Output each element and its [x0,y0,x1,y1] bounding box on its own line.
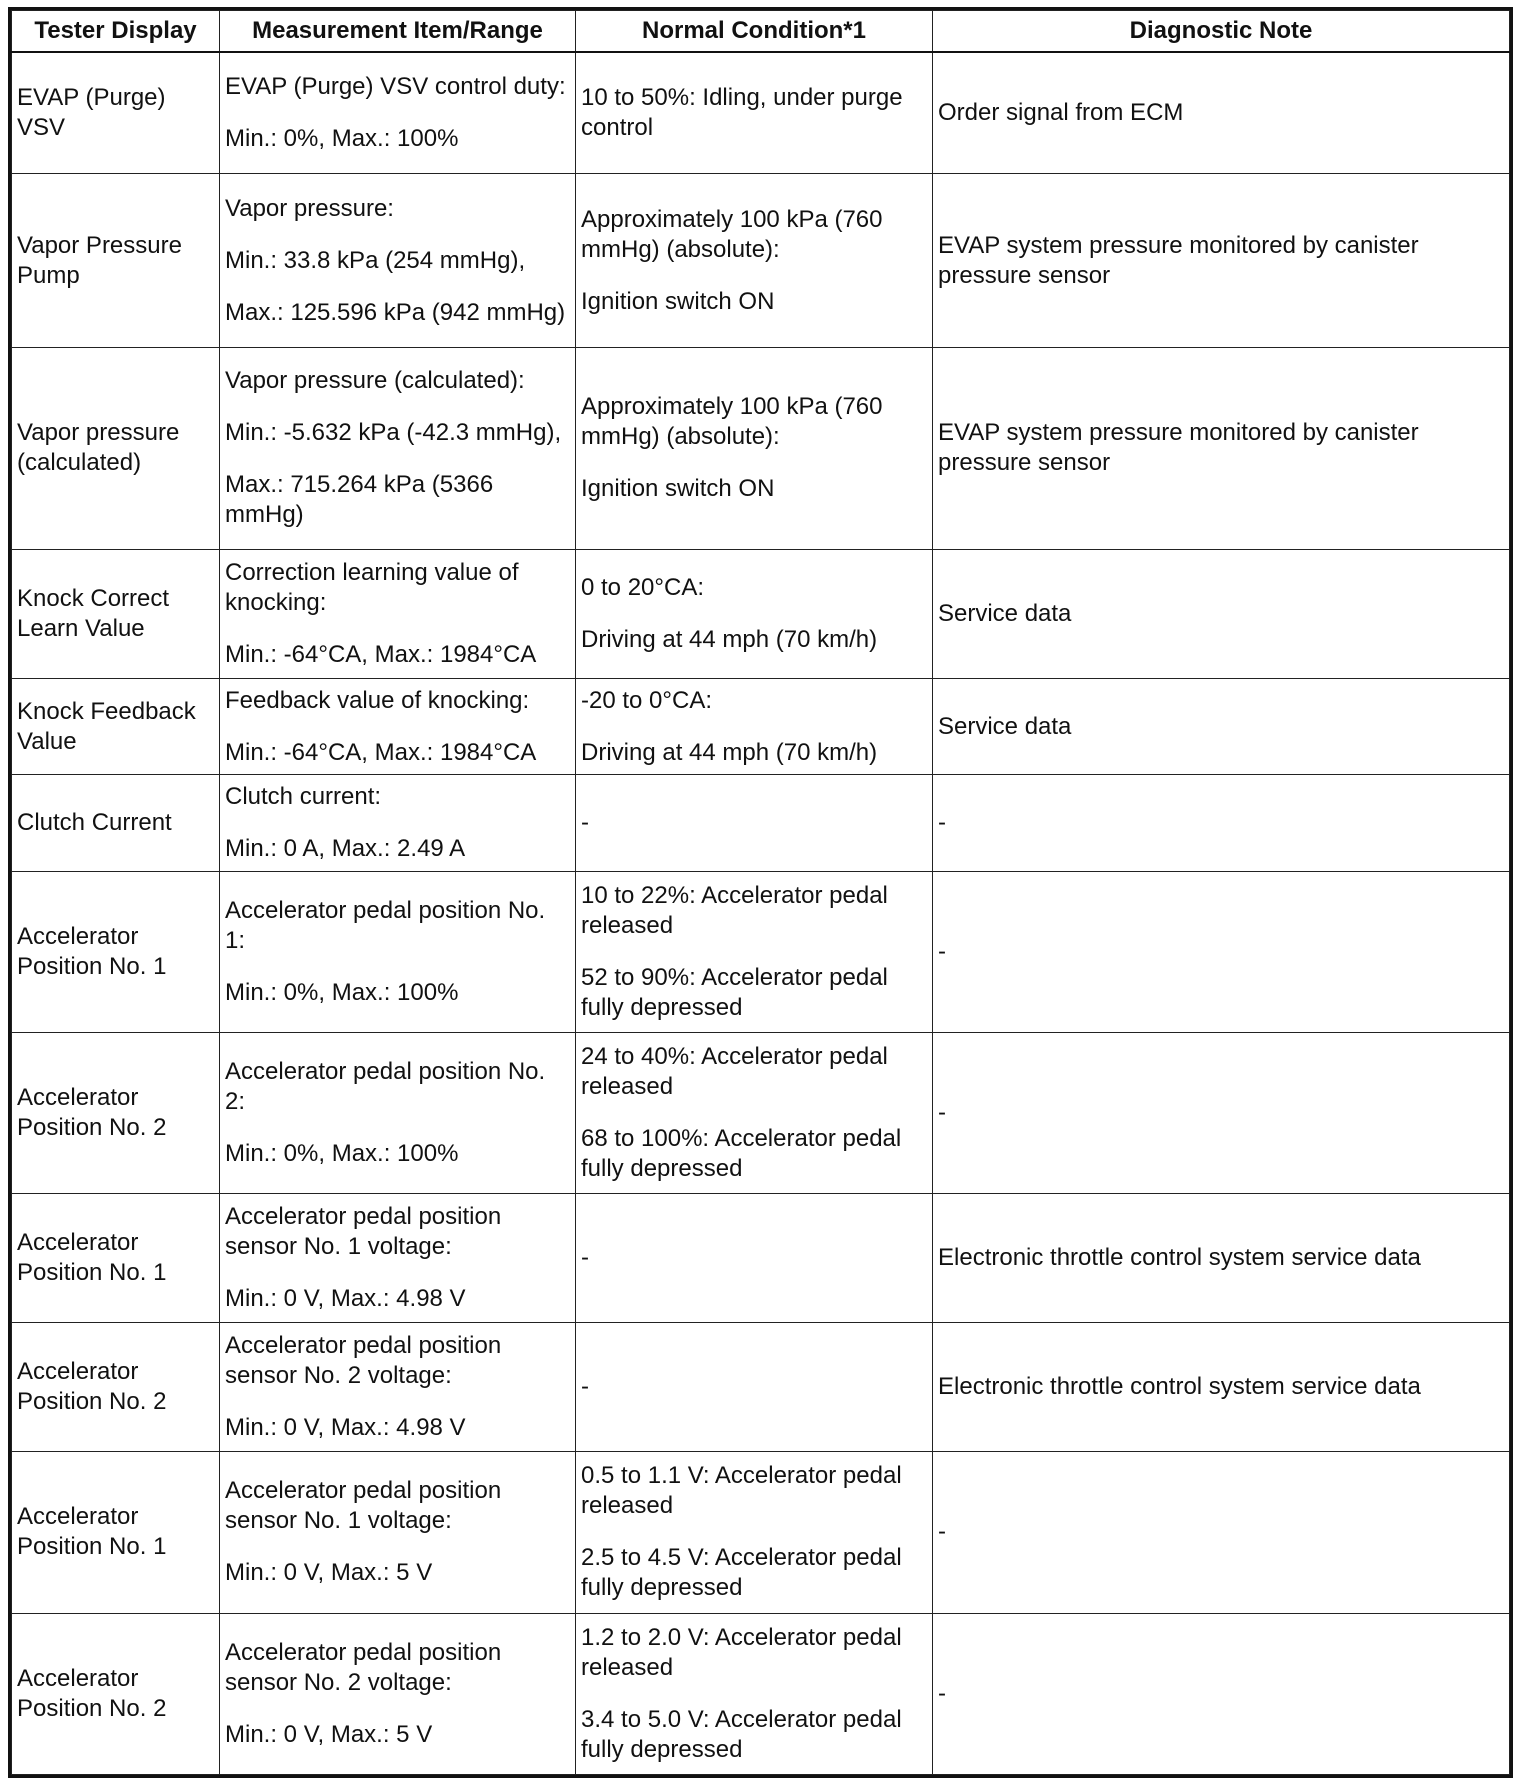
normal-condition-line: Driving at 44 mph (70 km/h) [581,738,878,766]
normal-condition-line: - [581,809,589,837]
table-row [12,174,1510,347]
cell-measurement-item-range [220,871,576,1032]
measurement-line: Accelerator pedal position sensor No. 2 voltage: [225,1332,502,1390]
cell-diagnostic-note: - [933,1452,1510,1613]
normal-condition-line: Ignition switch ON [581,287,775,315]
cell-normal-condition [576,775,933,871]
normal-condition-line: - [581,1373,589,1401]
cell-measurement-item-range [220,52,576,174]
normal-condition-line: Driving at 44 mph (70 km/h) [581,626,878,654]
cell-normal-condition [576,1613,933,1774]
cell-measurement-item-range [220,1613,576,1774]
cell-tester-display: Knock Feedback Value [12,679,220,775]
measurement-line: Min.: -64°CA, Max.: 1984°CA [225,641,537,669]
data-list-table-frame [8,7,1513,1778]
cell-tester-display: Clutch Current [12,775,220,871]
cell-diagnostic-note: EVAP system pressure monitored by canister pressure sensor [933,347,1510,550]
cell-tester-display: Accelerator Position No. 1 [12,1452,220,1613]
measurement-line: Min.: -5.632 kPa (-42.3 mmHg), [225,419,562,447]
normal-condition-line: 24 to 40%: Accelerator pedal released [581,1043,888,1101]
measurement-line: Accelerator pedal position sensor No. 2 voltage: [225,1638,502,1696]
cell-diagnostic-note: Service data [933,679,1510,775]
table-row [12,550,1510,679]
table-header-row [12,11,1510,52]
measurement-line: Min.: 0 V, Max.: 5 V [225,1720,433,1748]
table-row [12,347,1510,550]
measurement-line: Clutch current: [225,783,382,811]
cell-measurement-item-range [220,1452,576,1613]
table-row [12,775,1510,871]
cell-normal-condition [576,52,933,174]
cell-normal-condition [576,1033,933,1194]
cell-tester-display: Vapor pressure (calculated) [12,347,220,550]
table-row [12,1452,1510,1613]
measurement-line: Min.: 0 V, Max.: 4.98 V [225,1414,466,1442]
normal-condition-line: -20 to 0°CA: [581,686,712,714]
table-row [12,871,1510,1032]
header-measurement-item-range: Measurement Item/Range [220,11,576,52]
measurement-line: Vapor pressure (calculated): [225,367,525,395]
cell-normal-condition [576,1323,933,1452]
table-row [12,1613,1510,1774]
measurement-line: Accelerator pedal position sensor No. 1 voltage: [225,1477,502,1535]
measurement-line: Min.: 0 A, Max.: 2.49 A [225,835,466,863]
measurement-line: Accelerator pedal position sensor No. 1 voltage: [225,1203,502,1261]
cell-tester-display: Accelerator Position No. 2 [12,1613,220,1774]
cell-diagnostic-note: Electronic throttle control system service data [933,1323,1510,1452]
cell-measurement-item-range [220,550,576,679]
cell-normal-condition [576,1194,933,1323]
cell-tester-display: Vapor Pressure Pump [12,174,220,347]
cell-diagnostic-note: Service data [933,550,1510,679]
table-row [12,1323,1510,1452]
data-list-table [11,10,1510,1775]
cell-diagnostic-note: - [933,775,1510,871]
cell-tester-display: Accelerator Position No. 2 [12,1323,220,1452]
normal-condition-line: 0.5 to 1.1 V: Accelerator pedal released [581,1462,902,1520]
cell-measurement-item-range [220,174,576,347]
cell-tester-display: EVAP (Purge) VSV [12,52,220,174]
cell-diagnostic-note: Electronic throttle control system service data [933,1194,1510,1323]
measurement-line: Min.: 33.8 kPa (254 mmHg), [225,246,526,274]
normal-condition-line: 10 to 22%: Accelerator pedal released [581,881,888,939]
cell-diagnostic-note: Order signal from ECM [933,52,1510,174]
normal-condition-line: Approximately 100 kPa (760 mmHg) (absolute): [581,205,883,263]
cell-tester-display: Knock Correct Learn Value [12,550,220,679]
normal-condition-line: 1.2 to 2.0 V: Accelerator pedal released [581,1623,902,1681]
cell-normal-condition [576,550,933,679]
header-normal-condition: Normal Condition*1 [576,11,933,52]
cell-diagnostic-note: EVAP system pressure monitored by canister pressure sensor [933,174,1510,347]
normal-condition-line: 3.4 to 5.0 V: Accelerator pedal fully depressed [581,1705,902,1763]
cell-normal-condition [576,347,933,550]
normal-condition-line: 10 to 50%: Idling, under purge control [581,83,903,141]
measurement-line: Vapor pressure: [225,194,394,222]
cell-measurement-item-range [220,1033,576,1194]
cell-tester-display: Accelerator Position No. 1 [12,871,220,1032]
cell-measurement-item-range [220,775,576,871]
measurement-line: Accelerator pedal position No. 2: [225,1058,546,1116]
cell-normal-condition [576,1452,933,1613]
measurement-line: Min.: -64°CA, Max.: 1984°CA [225,738,537,766]
header-diagnostic-note: Diagnostic Note [933,11,1510,52]
measurement-line: Min.: 0 V, Max.: 4.98 V [225,1285,466,1313]
normal-condition-line: 0 to 20°CA: [581,574,704,602]
table-row [12,679,1510,775]
header-tester-display: Tester Display [12,11,220,52]
normal-condition-line: 52 to 90%: Accelerator pedal fully depressed [581,963,888,1021]
cell-measurement-item-range [220,1194,576,1323]
measurement-line: EVAP (Purge) VSV control duty: [225,72,566,100]
normal-condition-line: Ignition switch ON [581,475,775,503]
measurement-line: Correction learning value of knocking: [225,559,519,617]
cell-diagnostic-note: - [933,1033,1510,1194]
normal-condition-line: 68 to 100%: Accelerator pedal fully depressed [581,1125,902,1183]
measurement-line: Accelerator pedal position No. 1: [225,896,546,954]
measurement-line: Min.: 0%, Max.: 100% [225,124,459,152]
table-row [12,1194,1510,1323]
measurement-line: Min.: 0%, Max.: 100% [225,978,459,1006]
cell-normal-condition [576,679,933,775]
measurement-line: Max.: 125.596 kPa (942 mmHg) [225,298,566,326]
table-body [12,52,1510,1775]
normal-condition-line: - [581,1244,589,1272]
cell-measurement-item-range [220,347,576,550]
cell-normal-condition [576,871,933,1032]
table-row [12,1033,1510,1194]
cell-diagnostic-note: - [933,1613,1510,1774]
cell-measurement-item-range [220,1323,576,1452]
measurement-line: Min.: 0 V, Max.: 5 V [225,1559,433,1587]
normal-condition-line: Approximately 100 kPa (760 mmHg) (absolute): [581,393,883,451]
cell-normal-condition [576,174,933,347]
table-row [12,52,1510,174]
measurement-line: Feedback value of knocking: [225,686,530,714]
cell-tester-display: Accelerator Position No. 1 [12,1194,220,1323]
measurement-line: Max.: 715.264 kPa (5366 mmHg) [225,471,494,529]
cell-tester-display: Accelerator Position No. 2 [12,1033,220,1194]
normal-condition-line: 2.5 to 4.5 V: Accelerator pedal fully depressed [581,1544,902,1602]
cell-measurement-item-range [220,679,576,775]
cell-diagnostic-note: - [933,871,1510,1032]
measurement-line: Min.: 0%, Max.: 100% [225,1140,459,1168]
